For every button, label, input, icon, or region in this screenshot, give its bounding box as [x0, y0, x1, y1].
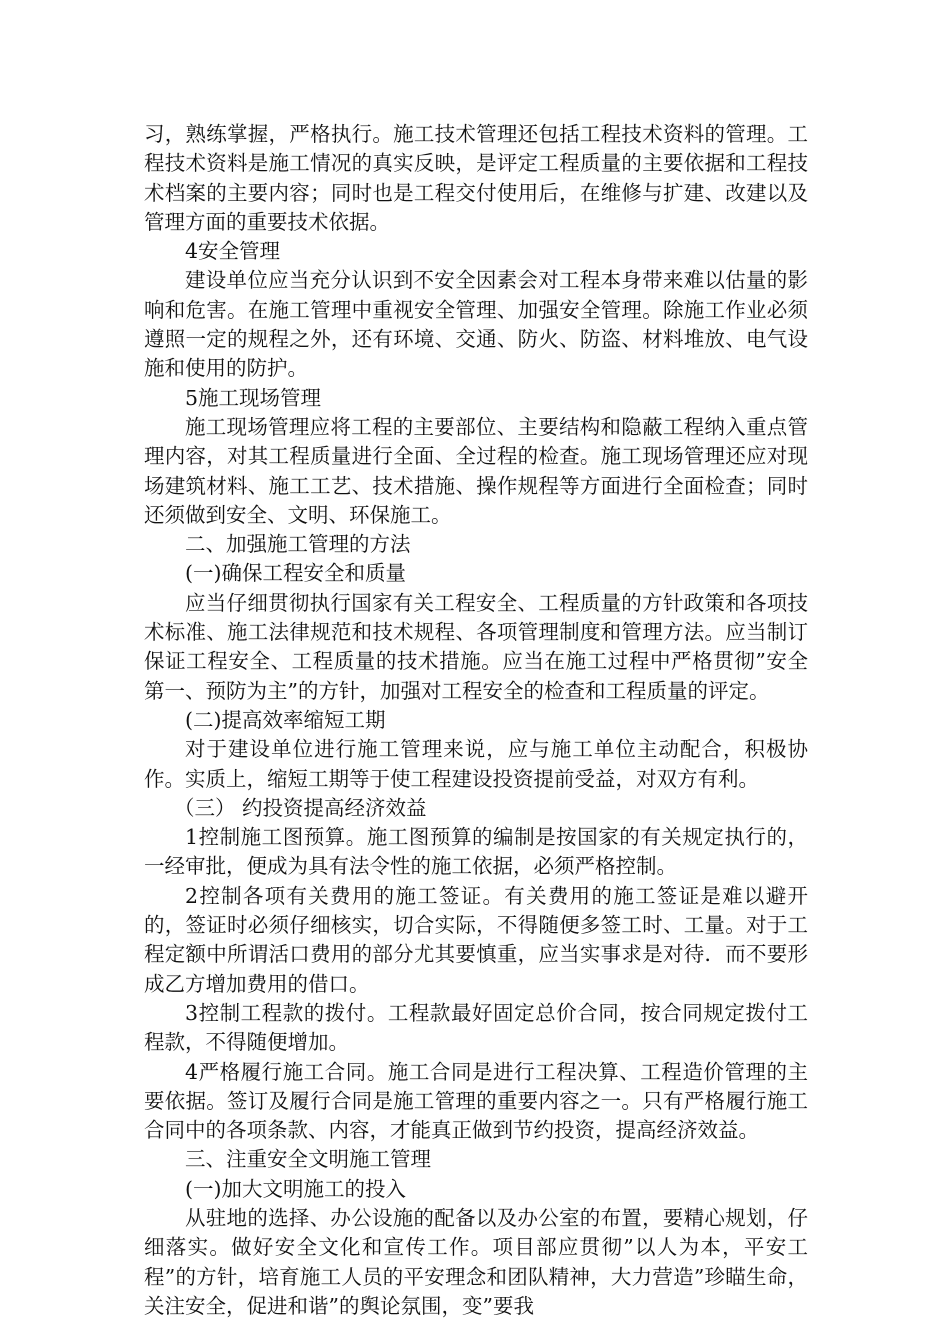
paragraph: 施工现场管理应将工程的主要部位、主要结构和隐蔽工程纳入重点管理内容，对其工程质量进行全面、全过程的检查。施工现场管理还应对现场建筑材料、施工工艺、技术措施、操作规程等方面进行全面检查；同时还须做到安全、文明、环保施工。	[144, 414, 808, 527]
paragraph: 建设单位应当充分认识到不安全因素会对工程本身带来难以估量的影响和危害。在施工管理中重视安全管理、加强安全管理。除施工作业必须遵照一定的规程之外，还有环境、交通、防火、防盗、材料堆放、电气设施和使用的防护。	[144, 268, 808, 381]
section-heading: 4安全管理	[185, 239, 281, 264]
document-page	[144, 120, 808, 1321]
paragraph: 应当仔细贯彻执行国家有关工程安全、工程质量的方针政策和各项技术标准、施工法律规范和技术规程、各项管理制度和管理方法。应当制订保证工程安全、工程质量的技术措施。应当在施工过程中严格贯彻”安全第一、预防为主”的方针，加强对工程安全的检查和工程质量的评定。	[144, 590, 808, 703]
paragraph: 2控制各项有关费用的施工签证。有关费用的施工签证是难以避开的，签证时必须仔细核实，切合实际，不得随便多签工时、工量。对于工程定额中所谓活口费用的部分尤其要慎重，应当实事求是对待．而不要形成乙方增加费用的借口。	[144, 883, 808, 996]
subsection-heading: (一)加大文明施工的投入	[185, 1176, 406, 1201]
section-heading: 5施工现场管理	[185, 385, 322, 410]
paragraph: 对于建设单位进行施工管理来说，应与施工单位主动配合，积极协作。实质上，缩短工期等于使工程建设投资提前受益，对双方有利。	[144, 737, 808, 791]
section-heading: 三、注重安全文明施工管理	[185, 1147, 431, 1172]
paragraph: 4严格履行施工合同。施工合同是进行工程决算、工程造价管理的主要依据。签订及履行合同是施工管理的重要内容之一。只有严格履行施工合同中的各项条款、内容，才能真正做到节约投资，提高经济效益。	[144, 1059, 808, 1143]
paragraph: 习，熟练掌握，严格执行。施工技术管理还包括工程技术资料的管理。工程技术资料是施工情况的真实反映，是评定工程质量的主要依据和工程技术档案的主要内容；同时也是工程交付使用后，在维修与扩建、改建以及管理方面的重要技术依据。	[144, 122, 808, 234]
subsection-heading: (二)提高效率缩短工期	[185, 707, 386, 732]
section-heading: 二、加强施工管理的方法	[185, 532, 411, 557]
subsection-heading: (一)确保工程安全和质量	[185, 561, 406, 586]
paragraph: 3控制工程款的拨付。工程款最好固定总价合同，按合同规定拨付工程款，不得随便增加。	[144, 1000, 808, 1055]
subsection-heading: （三） 约投资提高经济效益	[174, 795, 427, 820]
paragraph: 从驻地的选择、办公设施的配备以及办公室的布置，要精心规划，仔细落实。做好安全文化和宣传工作。项目部应贯彻”以人为本，平安工程”的方针，培育施工人员的平安理念和团队精神，大力营造”珍瞄生命，关注安全，促进和谐”的舆论氛围，变”要我	[144, 1205, 808, 1318]
paragraph: 1控制施工图预算。施工图预算的编制是按国家的有关规定执行的，一经审批，便成为具有法令性的施工依据，必须严格控制。	[144, 825, 808, 879]
